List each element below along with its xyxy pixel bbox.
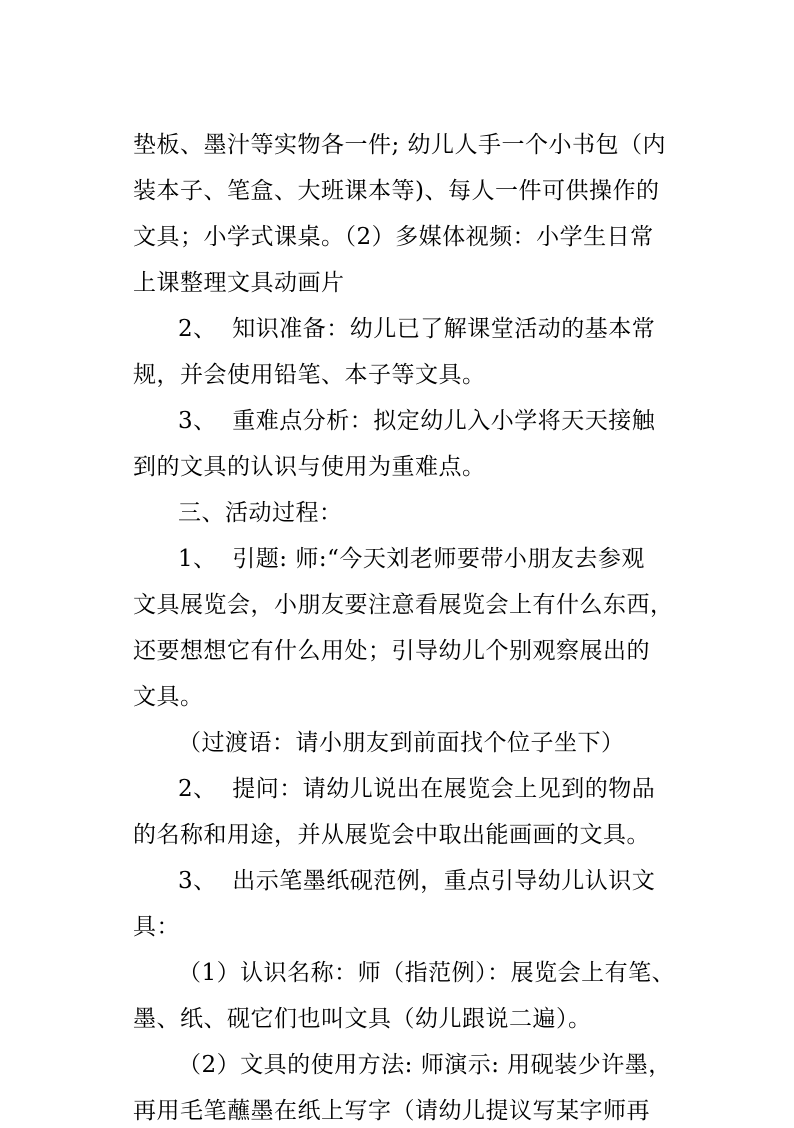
text-line-8: 到的文具的认识与使用为重难点。 [133,454,486,480]
text-line-7: 3、 重难点分析：拟定幼儿入小学将天天接触 [178,408,656,434]
text-line-17: 3、 出示笔墨纸砚范例，重点引导幼儿认识文 [178,868,656,894]
text-line-3: 文具；小学式课桌。（2）多媒体视频：小学生日常 [133,224,654,250]
section-heading: 三、活动过程： [178,500,343,526]
text-line-11: 文具展览会，小朋友要注意看展览会上有什么东西， [133,592,674,618]
text-line-20: 墨、纸、砚它们也叫文具（幼儿跟说二遍）。 [133,1006,592,1032]
text-line-15: 2、 提问：请幼儿说出在展览会上见到的物品 [178,776,656,802]
text-line-1: 垫板、墨汁等实物各一件; 幼儿人手一个小书包（内 [133,132,667,158]
text-line-2: 装本子、笔盒、大班课本等)、每人一件可供操作的 [133,178,660,204]
text-line-6: 规，并会使用铅笔、本子等文具。 [133,362,486,388]
text-line-21: （2）文具的使用方法: 师演示: 用砚装少许墨， [178,1052,672,1078]
text-line-16: 的名称和用途，并从展览会中取出能画画的文具。 [133,822,650,848]
text-line-19: （1）认识名称：师（指范例）：展览会上有笔、 [178,960,676,986]
text-line-18: 具： [133,914,180,940]
text-line-10: 1、 引题: 师:“今天刘老师要带小朋友去参观 [178,546,645,572]
text-line-22: 再用毛笔蘸墨在纸上写字（请幼儿提议写某字师再 [133,1098,650,1124]
text-line-12: 还要想想它有什么用处；引导幼儿个别观察展出的 [133,638,650,664]
text-line-14: （过渡语：请小朋友到前面找个位子坐下） [178,730,625,756]
text-line-5: 2、 知识准备：幼儿已了解课堂活动的基本常 [178,316,656,342]
text-line-13: 文具。 [133,684,204,710]
text-line-4: 上课整理文具动画片 [133,270,345,296]
